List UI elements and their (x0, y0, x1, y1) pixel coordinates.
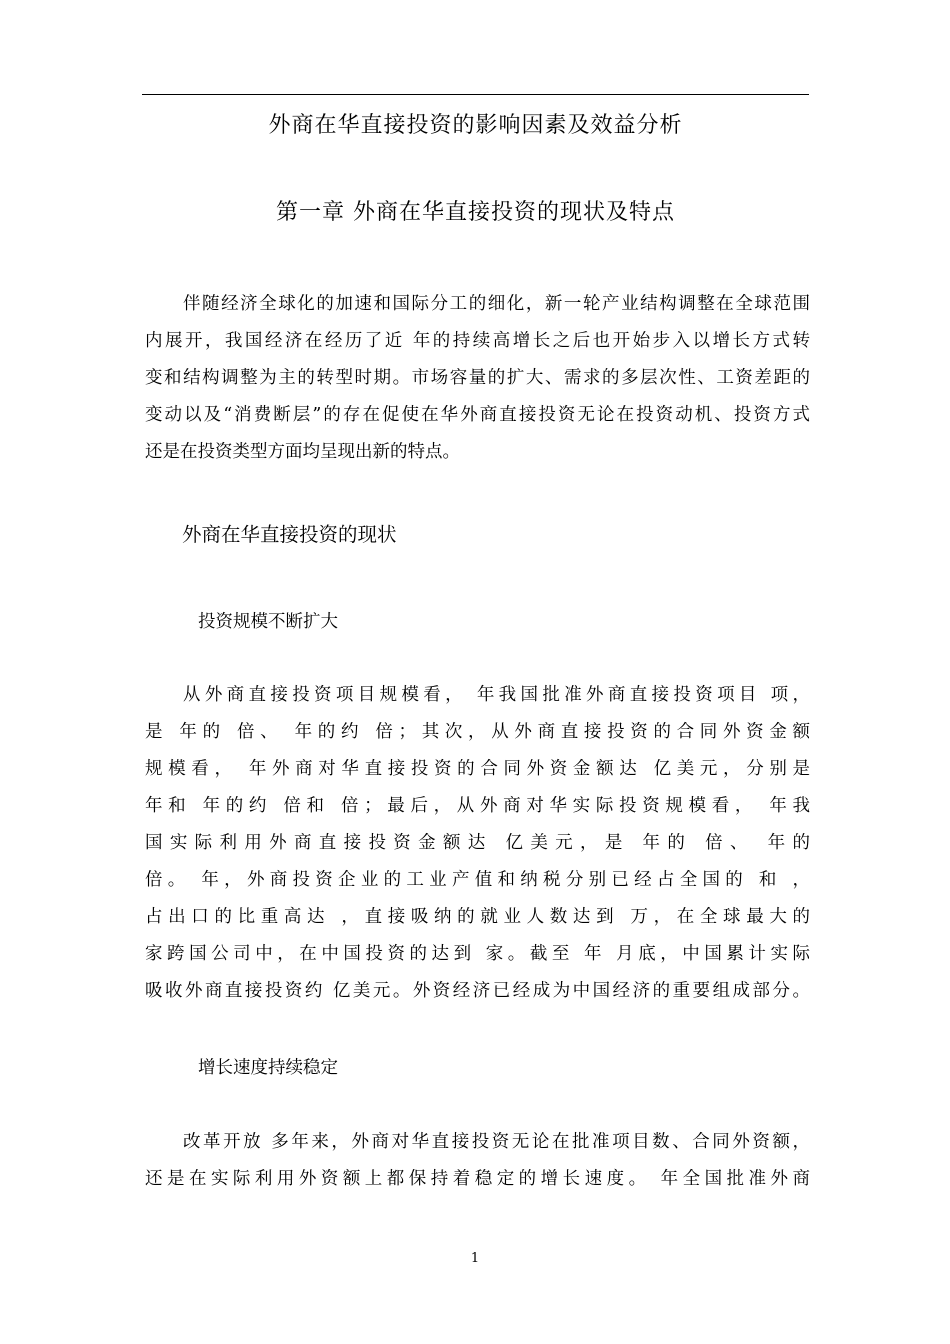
text-line: 变动以及“消费断层”的存在促使在华外商直接投资无论在投资动机、投资方式 (145, 405, 810, 425)
text-line: 内展开，我国经济在经历了近 年的持续高增长之后也开始步入以增长方式转 (145, 331, 810, 351)
text-line: 变和结构调整为主的转型时期。市场容量的扩大、需求的多层次性、工资差距的 (145, 368, 810, 388)
chapter-title: 第一章 外商在华直接投资的现状及特点 (276, 200, 675, 225)
header-rule (142, 94, 809, 95)
subsection-heading-investment-scale: 投资规模不断扩大 (198, 612, 338, 632)
investment-scale-paragraph (145, 677, 810, 1010)
text-line: 规模看， 年外商对华直接投资的合同外资金额达 亿美元，分别是 (145, 759, 810, 779)
page-number: 1 (470, 1251, 480, 1266)
text-line: 还是在投资类型方面均呈现出新的特点。 (145, 442, 460, 462)
text-line: 改革开放 多年来，外商对华直接投资无论在批准项目数、合同外资额， (183, 1132, 810, 1152)
subsection-heading-growth-speed: 增长速度持续稳定 (198, 1058, 338, 1078)
text-line: 家跨国公司中，在中国投资的达到 家。截至 年 月底，中国累计实际 (145, 944, 810, 964)
text-line: 占出口的比重高达 ，直接吸纳的就业人数达到 万，在全球最大的 (145, 907, 810, 927)
text-line: 伴随经济全球化的加速和国际分工的细化，新一轮产业结构调整在全球范围 (183, 294, 810, 314)
intro-paragraph (145, 286, 810, 471)
text-line: 从外商直接投资项目规模看， 年我国批准外商直接投资项目 项， (183, 685, 810, 705)
text-line: 是 年的 倍、 年的约 倍；其次，从外商直接投资的合同外资金额 (145, 722, 810, 742)
document-title: 外商在华直接投资的影响因素及效益分析 (268, 113, 683, 138)
text-line: 还是在实际利用外资额上都保持着稳定的增长速度。 年全国批准外商 (145, 1169, 810, 1189)
text-line: 倍。 年，外商投资企业的工业产值和纳税分别已经占全国的 和 ， (145, 870, 810, 890)
section-heading: 外商在华直接投资的现状 (182, 523, 397, 546)
text-line: 国实际利用外商直接投资金额达 亿美元，是 年的 倍、 年的 (145, 833, 810, 853)
growth-speed-paragraph (145, 1124, 810, 1198)
text-line: 年和 年的约 倍和 倍；最后，从外商对华实际投资规模看， 年我 (145, 796, 810, 816)
text-line: 吸收外商直接投资约 亿美元。外资经济已经成为中国经济的重要组成部分。 (145, 981, 810, 1001)
